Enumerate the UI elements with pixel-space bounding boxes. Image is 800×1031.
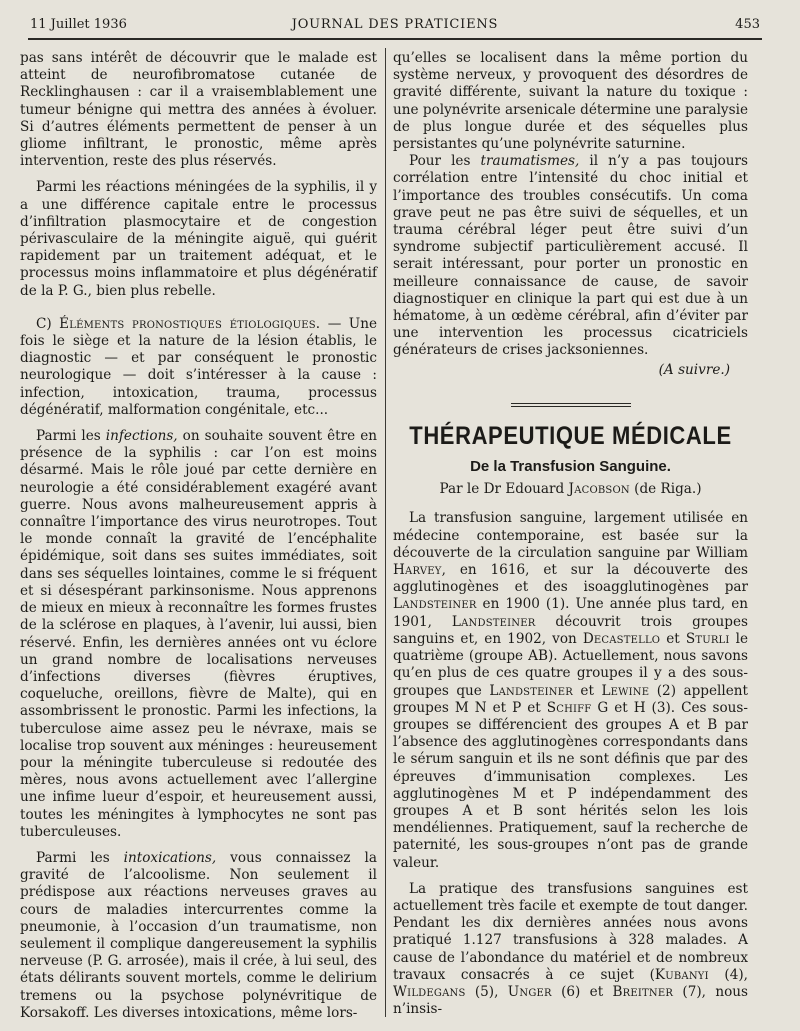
paragraph: Parmi les réactions méningées de la syphilis, il y a une différence capitale entre le processus d’infiltration plasmocytaire et de congestion périvasculaire de la méningite aiguë, qui guérit rapidement par un traitement adéquat, et le processus moins inflammatoire et plus dégénératif de la P. G., bien plus rebelle. xyxy=(20,179,377,299)
cited-name: Sturli xyxy=(685,630,730,647)
paragraph-text: — Une fois le siège et la nature de la lésion établis, le diagnostic — et par conséquent le pronostic neurologique — doit s’intéresser à la cause : infection, intoxication, trauma, processus dégénératif, malformation congénitale, etc... xyxy=(20,315,378,418)
text-run: La pratique des transfusions sanguines est actuellement très facile et exempte de tout danger. Pendant les dix dernières années nous avons pratiqué 1.127 transfusions à 328 malades. A cause de l’abondance du matériel et de nombreux travaux consacrés à ce sujet ( xyxy=(393,880,748,983)
right-column xyxy=(393,50,748,1021)
cited-name: Wildegans xyxy=(393,983,466,1000)
cited-name: Landsteiner xyxy=(451,613,536,630)
text-run: Pour les xyxy=(409,153,481,170)
text-run: (de Riga.) xyxy=(629,481,702,498)
cited-name: Unger xyxy=(507,983,552,1000)
text-run: vous connaissez la gravité de l’alcoolisme. Non seulement il prédispose aux réactions nerveuses graves au cours de maladies intercurrentes comme la pneumonie, à l’occasion d’un traumatisme, non seulement il complique dangereusement la syphilis nerveuse (P. G. arrosée), mais il crée, à lui seul, des états délirants souvent mortels, comme le delirium tremens ou la psychose polynévritique de Korsakoff. Les diverses intoxications, même lors- xyxy=(20,849,378,1021)
paragraph: qu’elles se localisent dans la même portion du système nerveux, y provoquent des désordres de gravité différente, suivant la nature du toxique : une polynévrite arsenicale détermine une paralysie de plus longue durée et des séquelles plus persistantes qu’une polynévrite saturnine. xyxy=(393,50,748,153)
cited-name: Landsteiner xyxy=(393,596,477,613)
column-divider xyxy=(385,48,386,1017)
paragraph xyxy=(393,510,748,871)
paragraph xyxy=(20,316,377,419)
paragraph: pas sans intérêt de découvrir que le malade est atteint de neurofibromatose cutanée de Recklinghausen : car il a vraisemblablement une tumeur bénigne qui mettra des années à évoluer. Si d’autres éléments permettent de penser à un gliome infiltrant, le pronostic, même après intervention, reste des plus réservés. xyxy=(20,50,377,170)
text-run: le quatrième (groupe AB). Actuellement, nous savons qu’en plus de ces quatre groupes il y a des sous-groupes que xyxy=(393,630,748,699)
page-number: 453 xyxy=(735,17,760,32)
cited-name: Decastello xyxy=(582,630,661,647)
section-letter: C) xyxy=(36,315,60,332)
paragraph xyxy=(393,153,748,359)
author-name: Jacobson xyxy=(568,481,630,498)
text-run: G et H (3). Ces sous-groupes se différencient des groupes A et B par l’absence des agglutinogènes correspondants dans le sérum sanguin et ils ne sont définis que par des épreuves d’immunisation complexes. Les agglutinogènes M et P indépendamment des groupes A et B sont hérités selon les lois mendéliennes. Pratiquement, sauf la recherche de paternité, les sous-groupes n’ont pas de grande valeur. xyxy=(393,699,748,871)
to-be-continued: (A suivre.) xyxy=(658,361,730,378)
article-title: De la Transfusion Sanguine. xyxy=(470,458,671,476)
emphasis: intoxications, xyxy=(123,849,217,866)
cited-name: Lewine xyxy=(601,682,650,699)
emphasis: infections, xyxy=(105,428,178,445)
cited-name: Harvey xyxy=(393,562,442,579)
article-byline xyxy=(393,481,748,498)
text-run: il n’y a pas toujours corrélation entre l’intensité du choc initial et l’importance des troubles consécutifs. Un coma grave peut ne pas être suivi de séquelles, et un trauma cérébral léger peut être suivi d’un syndrome subjectif particulièrement accusé. Il serait intéressant, pour porter un pronostic en meilleure connaissance de cause, de savoir diagnostiquer en clinique la part qui est due à un hématome, à un œdème cérébral, afin d’éviter par une intervention les processus cicatriciels générateurs de crises jacksoniennes. xyxy=(393,153,748,359)
text-run: on souhaite souvent être en présence de la syphilis : car l’on est moins désarmé. Mais le rôle joué par cette dernière en neurologie a été considérablement exagéré avant guerre. Nous avons malheureusement appris à connaître l’importance des virus neurotropes. Tout le monde connaît la gravité de l’encéphalite épidémique, soit dans ses suites immédiates, soit dans ses séquelles lointaines, comme le si fréquent et si désespérant parkinsonisme. Nous apprenons de mieux en mieux à reconnaître les formes frustes de la sclérose en plaques, à l’avenir, lui aussi, bien réservé. Enfin, les dernières années ont vu éclore un grand nombre de localisations nerveuses d’infections diverses (fièvres éruptives, coqueluche, oreillons, fièvre de Malte), qui en assombrissent le pronostic. Parmi les infections, la tuberculose aime assez peu le névraxe, mais se localise trop souvent aux méninges : heureusement pour la méningite tuberculeuse si redoutée des mères, nous avons actuellement avec l’allergine une infime lueur d’espoir, et heureusement aussi, toutes les méningites à lymphocytes ne sont pas tuberculeuses. xyxy=(20,428,377,840)
running-header xyxy=(28,14,762,40)
text-run: Par le Dr Edouard xyxy=(439,481,569,498)
left-column xyxy=(20,50,377,1021)
text-run: La transfusion sanguine, largement utilisée en médecine contemporaine, est basée sur la découverte de la circulation sanguine par William xyxy=(393,510,748,561)
subsection-heading: Éléments pronostiques étiologiques. xyxy=(59,315,321,332)
text-run: , en 1616, et sur la découverte des agglutinogènes et des isoagglutinogènes par xyxy=(393,562,748,596)
section-title: THÉRAPEUTIQUE MÉDICALE xyxy=(409,420,732,450)
cited-name: Kubanyi xyxy=(654,966,709,983)
text-run: Parmi les xyxy=(36,849,124,866)
cited-name: Breitner xyxy=(612,983,674,1000)
text-run: découvrit trois groupes sanguins et, en 1902, von xyxy=(393,613,748,647)
emphasis: traumatismes, xyxy=(480,153,580,170)
paragraph xyxy=(20,850,377,1022)
cited-name: Schiff xyxy=(546,699,592,716)
text-run: (5), xyxy=(465,983,508,1000)
text-run: et xyxy=(572,682,602,699)
text-run: Parmi les xyxy=(36,428,106,445)
text-run: (2) appellent groupes M N et P et xyxy=(393,682,748,716)
section-separator xyxy=(511,403,631,407)
cited-name: Landsteiner xyxy=(489,682,573,699)
issue-date: 11 Juillet 1936 xyxy=(30,17,127,32)
journal-title: JOURNAL DES PRATICIENS xyxy=(291,17,499,32)
paragraph xyxy=(20,428,377,841)
paragraph xyxy=(393,881,748,1019)
text-run: (7), nous n’insis- xyxy=(393,983,748,1018)
text-run: en 1900 (1). Une année plus tard, en 1901, xyxy=(393,596,748,630)
text-run: (4), xyxy=(708,966,748,983)
text-run: et xyxy=(660,630,686,647)
text-run: (6) et xyxy=(551,983,613,1000)
